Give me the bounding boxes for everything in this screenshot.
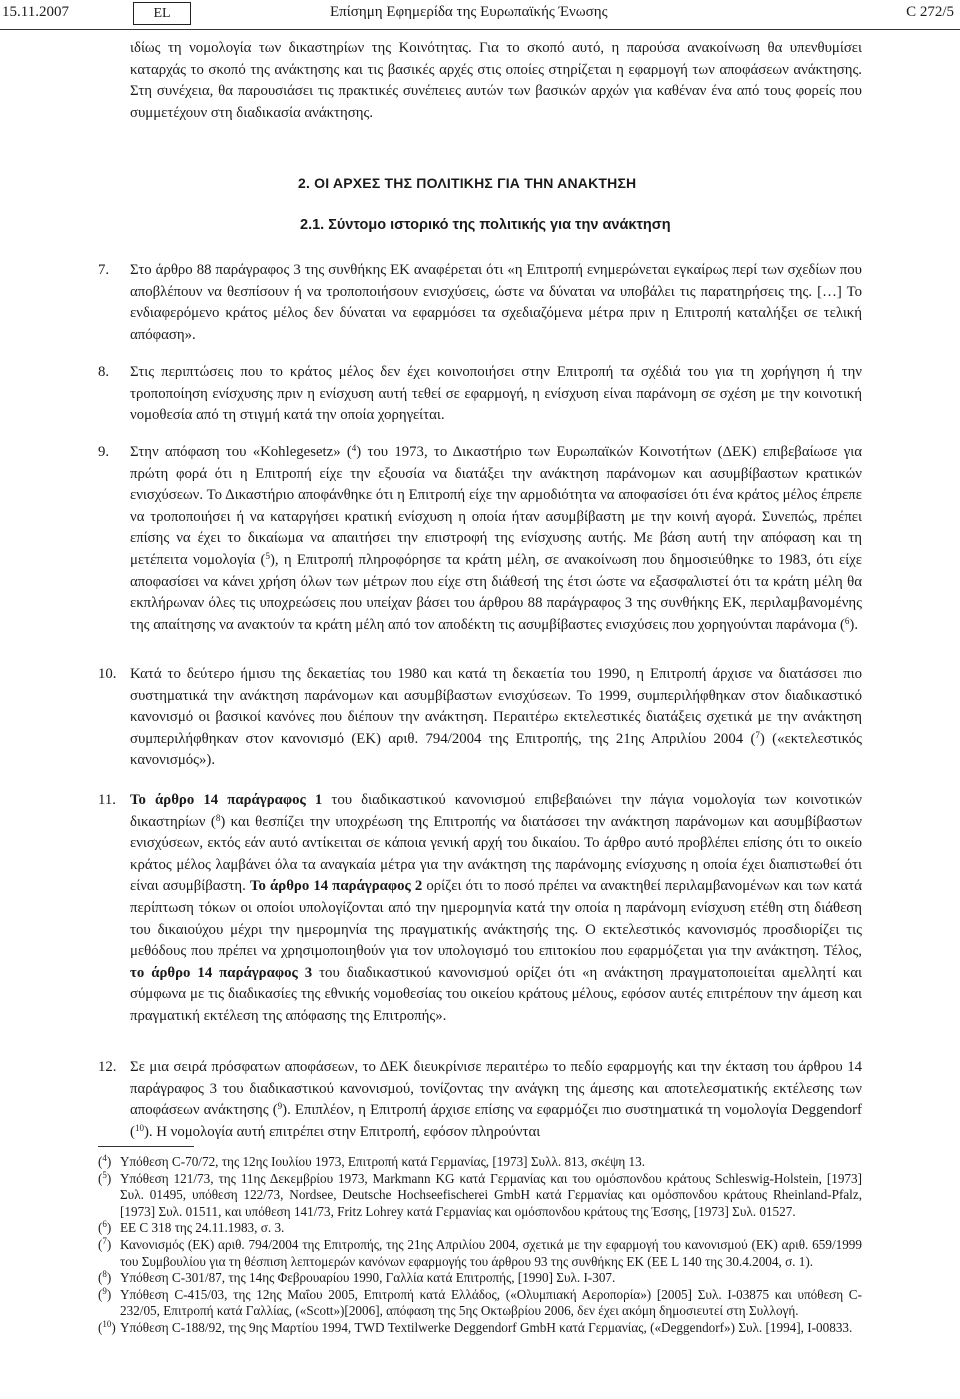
section-title: ΟΙ ΑΡΧΕΣ ΤΗΣ ΠΟΛΙΤΙΚΗΣ ΓΙΑ ΤΗΝ ΑΝΑΚΤΗΣΗ (314, 175, 637, 191)
footnote-mark: ($^8$) (98, 1269, 112, 1286)
paragraph-text: Κατά το δεύτερο ήμισυ της δεκαετίας του 1980 και κατά τη δεκαετία του 1990, η Επιτροπή άρχισε να διατάσσει πιο συστηματικά την ανάκτηση παράνομων και ασυμβίβαστων ενισχύσεων. Το 1999, συμπεριλήφθηκαν στον διαδικαστικό κανονισμό οι βασικοί κανόνες που διέπουν την ανάκτηση. Περαιτέρω εκτελεστικές διατάξεις σχετικά με την ανάκτηση συμπεριλήφθηκαν στον κανονισμό (ΕΚ) αριθ. 794/2004 της Επιτροπής, της 21ης Απριλίου 2004 ($^7$) («εκτελεστικός κανονισμός»). (130, 666, 862, 769)
footnote-7 (98, 1237, 862, 1270)
footnote-4 (98, 1154, 862, 1171)
paragraph-number: 8. (98, 364, 110, 380)
paragraph-text: Το άρθρο 14 παράγραφος 1 του διαδικαστικού κανονισμού επιβεβαιώνει την πάγια νομολογία των κοινοτικών δικαστηρίων ($^8$) και θεσπίζει την υποχρέωση της Επιτροπής να διατάσσει την ανάκτηση παράνομων και ασυμβίβαστων ενισχύσεων, εκτός εάν αυτό αντίκειται σε κάποια γενική αρχή του δικαίου. Το άρθρο αυτό προβλέπει επίσης ότι το οικείο κράτος μέλος λαμβάνει όλα τα αναγκαία μέτρα για την ανάκτηση της παράνομης ενίσχυσης η οποία έχει διαπιστωθεί ότι είναι ασυμβίβαστη. Το άρθρο 14 παράγραφος 2 ορίζει ότι το ποσό πρέπει να ανακτηθεί περιλαμβανομένων και των κατά περίπτωση τόκων οι οποίοι υπολογίζονται από την ημερομηνία κατά την οποία η παράνομη ενίσχυση ετέθη στη διάθεση του δικαιούχου μέχρι την ημερομηνία της πραγματικής ανάκτησής της. Ο εκτελεστικός κανονισμός προσδιορίζει τις μεθόδους που πρέπει να χρησιμοποιηθούν για τον υπολογισμό του επιτοκίου που εφαρμόζεται για την ανάκτηση. Τέλος, το άρθρο 14 παράγραφος 3 του διαδικαστικού κανονισμού ορίζει ότι «η ανάκτηση πραγματοποιείται αμελλητί και σύμφωνα με τις διαδικασίες της εθνικής νομοθεσίας του οικείου κράτους μέλους, εφόσον αυτές επιτρέπουν την άμεση και πραγματική εκτέλεση της απόφασης της Επιτροπής». (130, 792, 862, 1024)
paragraph-12 (98, 1057, 862, 1143)
paragraph-9 (98, 442, 862, 636)
footnote-mark: ($^6$) (98, 1219, 112, 1236)
footnote-text: Κανονισμός (ΕΚ) αριθ. 794/2004 της Επιτροπής, της 21ης Απριλίου 2004, σχετικά με την εφαρμογή του κανονισμού (ΕΚ) αριθ. 659/1999 του Συμβουλίου για τη θέσπιση λεπτομερών κανόνων εφαρμογής του άρθρου 93 της συνθήκης ΕΚ (ΕΕ L 140 της 30.4.2004, σ. 1). (120, 1236, 862, 1269)
footnote-text: Υπόθεση 121/73, της 11ης Δεκεμβρίου 1973, Markmann KG κατά Γερμανίας και του ομόσπονδου κράτους Schleswig-Holstein, [1973] Συλ. 01495, υπόθεση 122/73, Nordsee, Deutsche Hochseefischerei GmbH κατά Γερμανίας και ομόσπονδου κράτους Rheinland-Pfalz, [1973] Συλ. 01511, και υπόθεση 141/73, Fritz Lohrey κατά Γερμανίας και ομόσπονδου κράτους της Έσσης, [1973] Συλ. 01527. (120, 1170, 862, 1219)
footnote-ref[interactable]: 8 (215, 812, 221, 823)
paragraph-number: 9. (98, 444, 110, 460)
paragraph-11 (98, 790, 862, 1028)
paragraph-7 (98, 260, 862, 346)
paragraph-number: 7. (98, 262, 110, 278)
footnote-text: Υπόθεση C-188/92, της 9ης Μαρτίου 1994, TWD Textilwerke Deggendorf GmbH κατά Γερμανίας, («Deggendorf») Συλ. [1994], I-00833. (120, 1319, 853, 1335)
language-badge: EL (133, 2, 191, 25)
paragraph-text: Στην απόφαση του «Kohlegesetz» ($^4$) του 1973, το Δικαστήριο των Ευρωπαϊκών Κοινοτήτων (ΔΕΚ) επιβεβαίωσε για πρώτη φορά ότι η Επιτροπή είχε την εξουσία να διατάξει την ανάκτηση παράνομων και ασυμβίβαστων κρατικών ενισχύσεων. Το Δικαστήριο αποφάνθηκε ότι η Επιτροπή είχε την αρμοδιότητα να αποφασίσει ότι ένα κράτος μέλος έπρεπε να τροποποιήσει ή να καταργήσει κρατική ενίσχυση η οποία ήταν ασυμβίβαστη με την κοινή αγορά. Συνεπώς, πρέπει επίσης να έχει το δικαίωμα να απαιτήσει την επιστροφή της ενίσχυσης αυτής. Με βάση αυτή την απόφαση και τη μετέπειτα νομολογία ($^5$), η Επιτροπή πληροφόρησε τα κράτη μέλη, σε ανακοίνωση που δημοσιεύθηκε το 1983, ότι είχε αποφασίσει να κάνει χρήση όλων των μέτρων που είχε στη διάθεσή της έτσι ώστε να εξασφαλιστεί ότι τα κράτη μέλη θα εκπλήρωναν όλες τις υποχρεώσεις που υπείχαν βάσει του άρθρου 88 παράγραφος 3 της συνθήκης ΕΚ, περιλαμβανομένης της απαίτησης να ανακτούν τα κράτη μέλη από τον αποδέκτη τις ασυμβίβαστες ενισχύσεις που χορηγούνται παράνομα ($^6$). (130, 443, 863, 633)
subsection-title: Σύντομο ιστορικό της πολιτικής για την ανάκτηση (328, 217, 671, 233)
footnote-mark: ($^9$) (98, 1285, 112, 1302)
section-number: 2. (298, 175, 311, 191)
header-rule (0, 29, 960, 30)
paragraph-text: Σε μια σειρά πρόσφατων αποφάσεων, το ΔΕΚ διευκρίνισε περαιτέρω το πεδίο εφαρμογής και την έκταση του άρθρου 14 παράγραφος 3 του διαδικαστικού κανονισμού, τονίζοντας την ανάγκη της άμεσης και αποτελεσματικής εκτέλεσης των αποφάσεων ανάκτησης ($^9$). Επιπλέον, η Επιτροπή άρχισε επίσης να εφαρμόζει πιο συστηματικά τη νομολογία Deggendorf ($^{10}$). Η νομολογία αυτή επιτρέπει στην Επιτροπή, εφόσον πληρούνται (130, 1059, 862, 1140)
header-date: 15.11.2007 (2, 4, 69, 20)
footnote-rule (98, 1146, 194, 1147)
footnote-ref[interactable]: 4 (351, 443, 357, 453)
paragraph-text: Στο άρθρο 88 παράγραφος 3 της συνθήκης ΕΚ αναφέρεται ότι «η Επιτροπή ενημερώνεται εγκαίρως περί των σχεδίων που αποβλέπουν να θεσπίσουν ή να τροποποιήσουν ενισχύσεις, ώστε να δύναται να υποβάλει τις παρατηρήσεις της. […] Το ενδιαφερόμενο κράτος μέλος δεν δύναται να εφαρμόσει τα σχεδιαζόμενα μέτρα πριν η Επιτροπή καταλήξει σε τελική απόφαση». (130, 262, 862, 343)
footnote-6 (98, 1220, 862, 1237)
footnote-10 (98, 1320, 862, 1337)
footnote-text: Υπόθεση C-415/03, της 12ης Μαΐου 2005, Επιτροπή κατά Ελλάδος, («Ολυμπιακή Αεροπορία») [2005] Συλ. I-03875 και υπόθεση C-232/05, Επιτροπή κατά Γαλλίας, («Scott»)[2006], απόφαση της 5ης Οκτωβρίου 2006, δεν έχει ακόμη δημοσιευτεί στη Συλλογή. (120, 1286, 862, 1319)
paragraph-10 (98, 664, 862, 772)
footnote-mark: ($^4$) (98, 1153, 112, 1169)
page-header (0, 2, 960, 28)
footnote-9 (98, 1287, 862, 1320)
subsection-number: 2.1. (300, 217, 325, 233)
paragraph-number: 12. (98, 1059, 117, 1075)
footnote-text: ΕΕ C 318 της 24.11.1983, σ. 3. (120, 1220, 285, 1236)
intro-paragraph: ιδίως τη νομολογία των δικαστηρίων της Κοινότητας. Για το σκοπό αυτό, η παρούσα ανακοίνωση θα υπενθυμίσει καταρχάς το σκοπό της ανάκτησης και τις βασικές αρχές στις οποίες στηρίζεται η εφαρμογή των αποφάσεων ανάκτησης. Στη συνέχεια, θα παρουσιάσει τις πρακτικές συνέπειες αυτών των βασικών αρχών για καθέναν ένα από τους φορείς που συμμετέχουν στη διαδικασία ανάκτησης. (130, 40, 862, 121)
footnotes (98, 1154, 862, 1337)
footnote-5 (98, 1171, 862, 1221)
footnote-8 (98, 1270, 862, 1287)
footnote-mark: ($^{10}$) (98, 1318, 116, 1335)
footnote-ref[interactable]: 9 (277, 1101, 283, 1112)
paragraph-number: 10. (98, 666, 117, 682)
paragraph-text: Στις περιπτώσεις που το κράτος μέλος δεν έχει κοινοποιήσει στην Επιτροπή τα σχέδιά του για τη χορήγηση ή την τροποποίηση ενίσχυσης πριν η ενίσχυση αυτή τεθεί σε εφαρμογή, η ενίσχυση είναι παράνομη σε σχέση με την κοινοτική νομοθεσία από τη στιγμή κατά την οποία χορηγείται. (130, 364, 862, 424)
paragraph-number: 11. (98, 792, 116, 808)
section-heading (298, 175, 636, 191)
subsection-heading (300, 217, 671, 233)
footnote-text: Υπόθεση C-301/87, της 14ης Φεβρουαρίου 1990, Γαλλία κατά Επιτροπής, [1990] Συλ. I-307. (120, 1270, 616, 1286)
page-reference: C 272/5 (906, 4, 954, 20)
footnote-ref[interactable]: 6 (844, 615, 850, 626)
journal-title: Επίσημη Εφημερίδα της Ευρωπαϊκής Ένωσης (330, 4, 608, 20)
footnote-mark: ($^7$) (98, 1235, 112, 1252)
paragraph-8 (98, 362, 862, 427)
footnote-mark: ($^5$) (98, 1169, 112, 1186)
footnote-ref[interactable]: 7 (755, 729, 760, 740)
footnote-text: Υπόθεση C-70/72, της 12ης Ιουλίου 1973, Επιτροπή κατά Γερμανίας, [1973] Συλλ. 813, σκέψη 13. (120, 1154, 646, 1169)
footnote-ref[interactable]: 5 (265, 550, 270, 561)
footnote-ref[interactable]: 10 (134, 1122, 144, 1133)
